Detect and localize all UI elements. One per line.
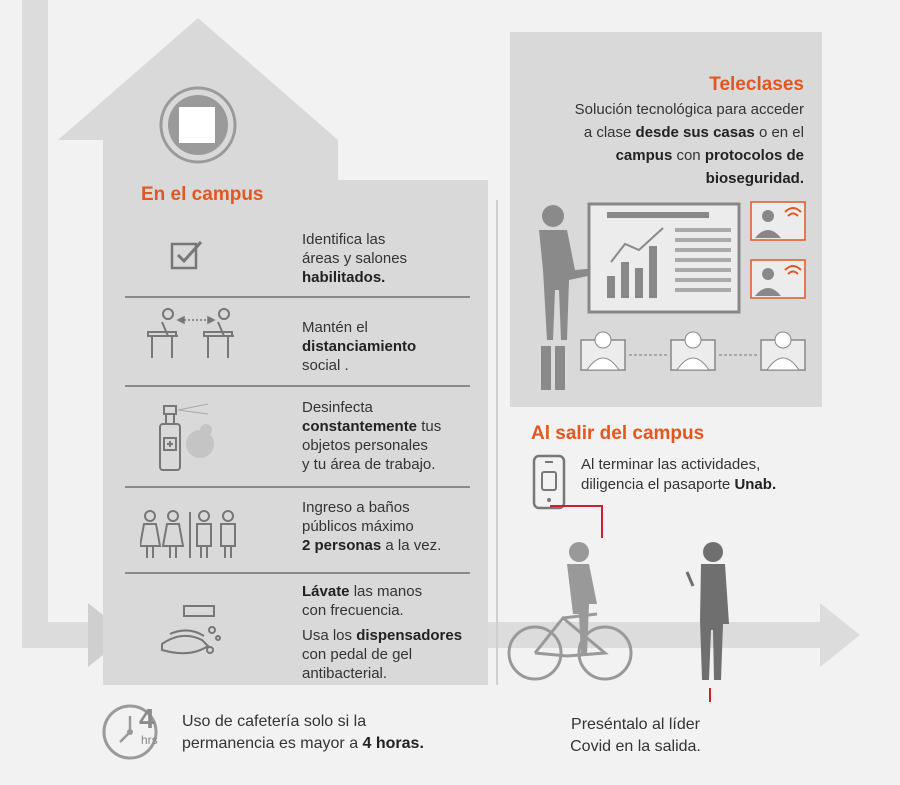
- social-distance-icon: [138, 308, 238, 360]
- row-separator: [125, 572, 470, 574]
- campus-item-4-text: Ingreso a baños públicos máximo 2 personas a la vez.: [302, 499, 442, 554]
- salir-text: Al terminar las actividades, diligencia el pasaporte Unab.: [581, 456, 777, 493]
- path-vertical: [22, 0, 48, 648]
- restroom-people-icon: [140, 510, 240, 560]
- clock-hours-number: 4: [139, 703, 155, 734]
- row-separator: [125, 296, 470, 298]
- hand-washing-icon: [160, 604, 224, 660]
- row-separator: [125, 385, 470, 387]
- clock-hours-unit: hrs: [141, 733, 158, 747]
- campus-title: En el campus: [141, 184, 264, 205]
- house-roof: [58, 18, 408, 188]
- campus-item-5-text: Lávate las manos con frecuencia. Usa los dispensadores con pedal de gel antibacterial.: [302, 583, 463, 682]
- cafeteria-text: Uso de cafetería solo si la permanencia es mayor a 4 horas.: [182, 713, 424, 752]
- teleclases-title: Teleclases: [709, 74, 804, 95]
- arrow-right-icon: [820, 603, 860, 667]
- teleclass-illustration: [515, 198, 815, 393]
- cyclist-leader-illustration: [505, 538, 735, 688]
- campus-item-3-text: Desinfecta constantemente tus objetos personales y tu área de trabajo.: [302, 399, 442, 473]
- salir-title: Al salir del campus: [531, 423, 705, 444]
- campus-item-2-text: Mantén el distanciamiento social .: [302, 319, 417, 374]
- campus-item-1-text: Identifica las áreas y salones habilitados.: [302, 231, 408, 286]
- divider: [496, 200, 498, 685]
- teleclases-text: Solución tecnológica para acceder a clase desde sus casas o en el campus con protocolos de bioseguridad.: [574, 101, 804, 187]
- clock-4hrs-icon: [100, 702, 170, 762]
- spray-bottle-icon: [156, 402, 216, 474]
- lider-text: Preséntalo al líder Covid en la salida.: [570, 716, 701, 755]
- checkbox-icon: [170, 240, 204, 270]
- row-separator: [125, 486, 470, 488]
